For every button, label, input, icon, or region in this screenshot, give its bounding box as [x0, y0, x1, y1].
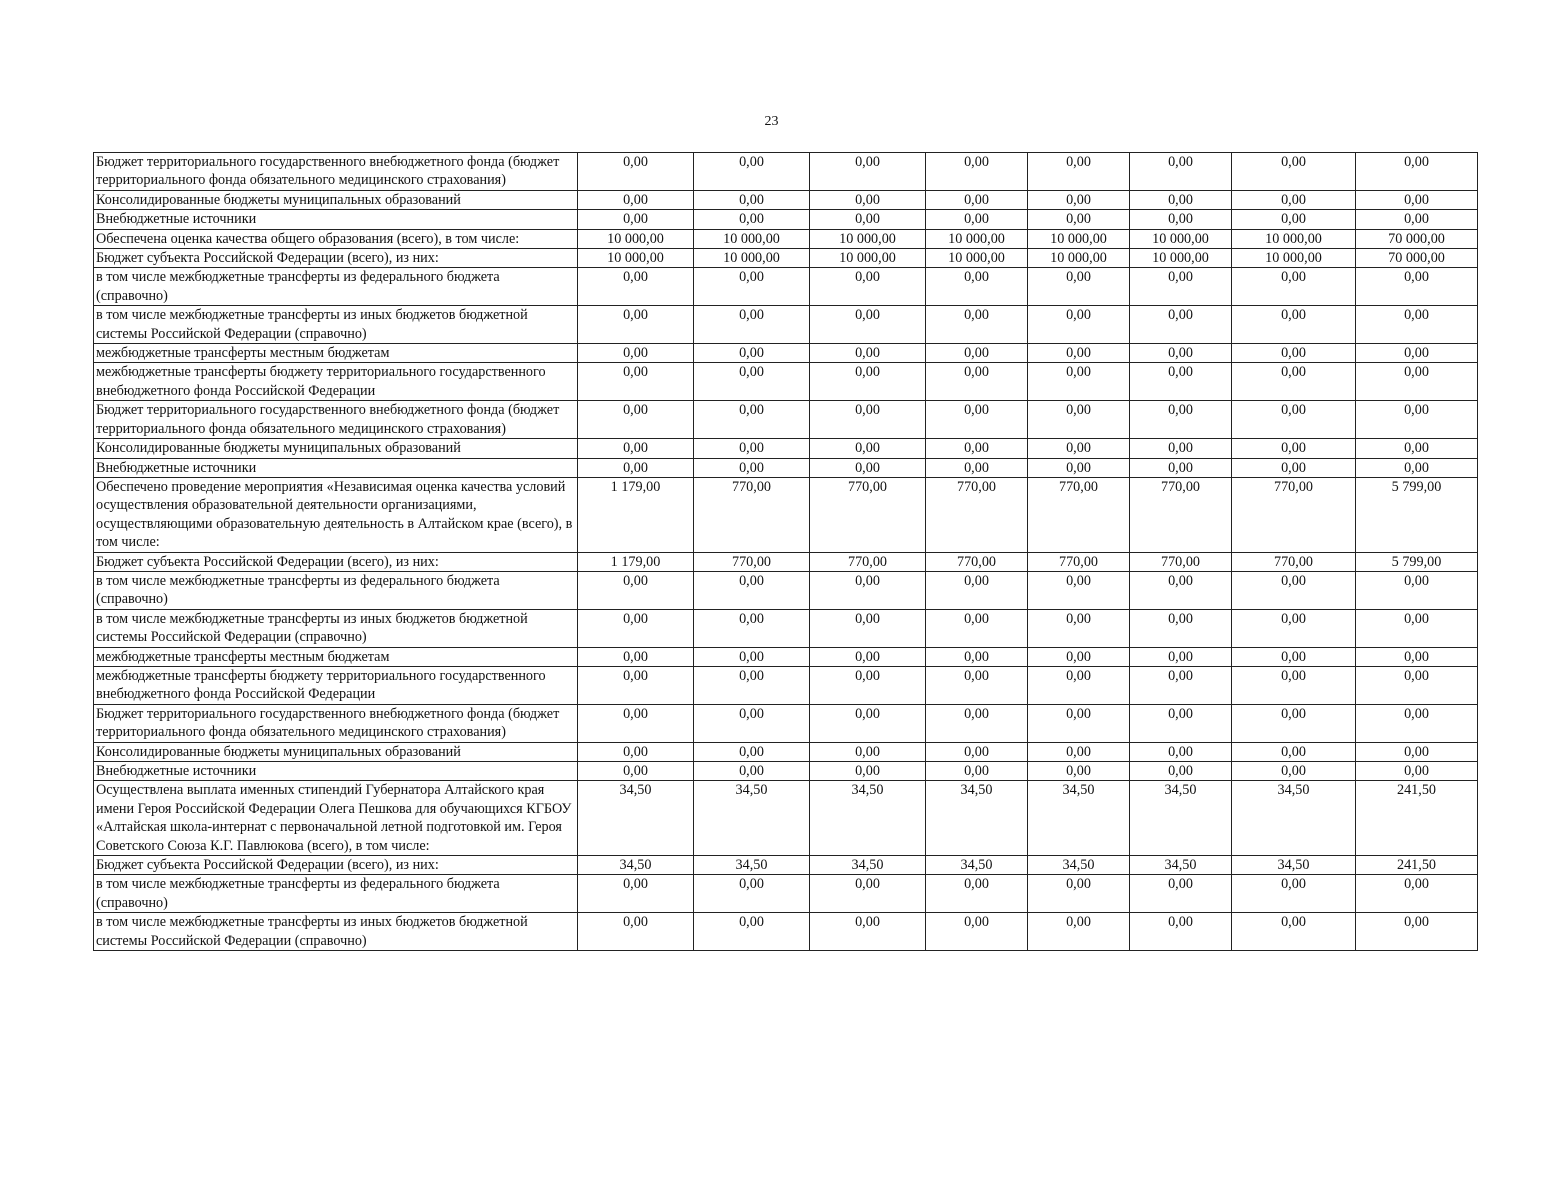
- value-cell: 10 000,00: [926, 249, 1028, 268]
- value-cell: 1 179,00: [578, 477, 694, 552]
- value-cell: 10 000,00: [578, 229, 694, 248]
- value-cell: 0,00: [1232, 210, 1356, 229]
- value-cell: 34,50: [1028, 856, 1130, 875]
- value-cell: 0,00: [1356, 306, 1478, 344]
- value-cell: 0,00: [1028, 704, 1130, 742]
- value-cell: 0,00: [1130, 875, 1232, 913]
- table-row: [94, 439, 1478, 458]
- value-cell: 0,00: [578, 344, 694, 363]
- value-cell: 0,00: [1356, 268, 1478, 306]
- value-cell: 0,00: [810, 875, 926, 913]
- value-cell: 0,00: [578, 401, 694, 439]
- value-cell: 0,00: [1356, 666, 1478, 704]
- row-label: в том числе межбюджетные трансферты из иных бюджетов бюджетной системы Российской Федерации (справочно): [94, 306, 578, 344]
- value-cell: 770,00: [926, 477, 1028, 552]
- value-cell: 0,00: [810, 458, 926, 477]
- value-cell: 0,00: [1028, 190, 1130, 209]
- table-row: [94, 153, 1478, 191]
- value-cell: 0,00: [1130, 458, 1232, 477]
- value-cell: 0,00: [694, 153, 810, 191]
- value-cell: 0,00: [694, 210, 810, 229]
- value-cell: 0,00: [810, 666, 926, 704]
- value-cell: 0,00: [1028, 439, 1130, 458]
- budget-table: [93, 152, 1478, 951]
- value-cell: 0,00: [578, 153, 694, 191]
- value-cell: 0,00: [1232, 439, 1356, 458]
- table-row: [94, 344, 1478, 363]
- value-cell: 0,00: [810, 742, 926, 761]
- value-cell: 770,00: [1028, 552, 1130, 571]
- value-cell: 10 000,00: [1232, 229, 1356, 248]
- table-row: [94, 647, 1478, 666]
- value-cell: 0,00: [694, 647, 810, 666]
- value-cell: 34,50: [810, 781, 926, 856]
- value-cell: 10 000,00: [578, 249, 694, 268]
- row-label: Обеспечена оценка качества общего образования (всего), в том числе:: [94, 229, 578, 248]
- value-cell: 0,00: [810, 609, 926, 647]
- value-cell: 10 000,00: [810, 229, 926, 248]
- table-row: [94, 875, 1478, 913]
- row-label: Бюджет субъекта Российской Федерации (всего), из них:: [94, 856, 578, 875]
- value-cell: 0,00: [1232, 571, 1356, 609]
- table-row: [94, 229, 1478, 248]
- table-row: [94, 306, 1478, 344]
- value-cell: 0,00: [1130, 913, 1232, 951]
- value-cell: 0,00: [926, 210, 1028, 229]
- value-cell: 0,00: [1130, 401, 1232, 439]
- value-cell: 5 799,00: [1356, 477, 1478, 552]
- value-cell: 0,00: [578, 458, 694, 477]
- value-cell: 34,50: [1232, 856, 1356, 875]
- value-cell: 770,00: [1130, 477, 1232, 552]
- value-cell: 0,00: [694, 666, 810, 704]
- value-cell: 770,00: [810, 552, 926, 571]
- value-cell: 0,00: [1232, 762, 1356, 781]
- value-cell: 0,00: [926, 609, 1028, 647]
- table-row: [94, 609, 1478, 647]
- value-cell: 10 000,00: [926, 229, 1028, 248]
- value-cell: 0,00: [694, 609, 810, 647]
- row-label: Обеспечено проведение мероприятия «Независимая оценка качества условий осуществления образовательной деятельности организациями, осуществляющими образовательную деятельность в Алтайском крае (всего), в том числе:: [94, 477, 578, 552]
- table-row: [94, 458, 1478, 477]
- row-label: в том числе межбюджетные трансферты из федерального бюджета (справочно): [94, 571, 578, 609]
- value-cell: 0,00: [926, 439, 1028, 458]
- value-cell: 0,00: [578, 571, 694, 609]
- value-cell: 0,00: [810, 647, 926, 666]
- value-cell: 770,00: [1130, 552, 1232, 571]
- row-label: межбюджетные трансферты бюджету территориального государственного внебюджетного фонда Российской Федерации: [94, 363, 578, 401]
- value-cell: 0,00: [1028, 609, 1130, 647]
- value-cell: 0,00: [694, 571, 810, 609]
- value-cell: 0,00: [578, 704, 694, 742]
- value-cell: 0,00: [694, 190, 810, 209]
- value-cell: 0,00: [1130, 306, 1232, 344]
- value-cell: 0,00: [694, 268, 810, 306]
- value-cell: 0,00: [1232, 742, 1356, 761]
- value-cell: 0,00: [578, 306, 694, 344]
- value-cell: 0,00: [1232, 363, 1356, 401]
- table-row: [94, 190, 1478, 209]
- value-cell: 0,00: [926, 704, 1028, 742]
- value-cell: 0,00: [1232, 153, 1356, 191]
- value-cell: 0,00: [926, 306, 1028, 344]
- value-cell: 0,00: [810, 704, 926, 742]
- value-cell: 0,00: [810, 268, 926, 306]
- value-cell: 0,00: [1028, 344, 1130, 363]
- value-cell: 0,00: [1130, 609, 1232, 647]
- value-cell: 5 799,00: [1356, 552, 1478, 571]
- value-cell: 0,00: [1232, 704, 1356, 742]
- value-cell: 0,00: [694, 704, 810, 742]
- value-cell: 0,00: [578, 762, 694, 781]
- value-cell: 0,00: [578, 875, 694, 913]
- value-cell: 0,00: [1356, 344, 1478, 363]
- value-cell: 0,00: [926, 190, 1028, 209]
- value-cell: 0,00: [694, 913, 810, 951]
- value-cell: 0,00: [1028, 647, 1130, 666]
- value-cell: 0,00: [694, 344, 810, 363]
- table-row: [94, 781, 1478, 856]
- value-cell: 0,00: [1130, 647, 1232, 666]
- value-cell: 0,00: [1130, 190, 1232, 209]
- value-cell: 0,00: [1130, 344, 1232, 363]
- value-cell: 0,00: [1356, 190, 1478, 209]
- value-cell: 0,00: [694, 306, 810, 344]
- value-cell: 0,00: [578, 439, 694, 458]
- value-cell: 34,50: [1028, 781, 1130, 856]
- value-cell: 10 000,00: [1130, 249, 1232, 268]
- row-label: межбюджетные трансферты бюджету территориального государственного внебюджетного фонда Российской Федерации: [94, 666, 578, 704]
- value-cell: 0,00: [926, 762, 1028, 781]
- value-cell: 0,00: [926, 647, 1028, 666]
- value-cell: 0,00: [1130, 363, 1232, 401]
- value-cell: 0,00: [926, 153, 1028, 191]
- value-cell: 70 000,00: [1356, 249, 1478, 268]
- value-cell: 241,50: [1356, 856, 1478, 875]
- value-cell: 0,00: [578, 609, 694, 647]
- value-cell: 34,50: [578, 781, 694, 856]
- value-cell: 0,00: [1028, 210, 1130, 229]
- table-row: [94, 666, 1478, 704]
- row-label: Внебюджетные источники: [94, 210, 578, 229]
- value-cell: 0,00: [1232, 913, 1356, 951]
- table-row: [94, 363, 1478, 401]
- table-row: [94, 742, 1478, 761]
- value-cell: 0,00: [926, 666, 1028, 704]
- value-cell: 0,00: [694, 762, 810, 781]
- value-cell: 34,50: [810, 856, 926, 875]
- value-cell: 0,00: [1356, 913, 1478, 951]
- value-cell: 0,00: [810, 571, 926, 609]
- value-cell: 0,00: [1356, 210, 1478, 229]
- value-cell: 10 000,00: [694, 229, 810, 248]
- table-row: [94, 552, 1478, 571]
- value-cell: 0,00: [926, 458, 1028, 477]
- table-row: [94, 249, 1478, 268]
- value-cell: 770,00: [1232, 477, 1356, 552]
- value-cell: 34,50: [1130, 856, 1232, 875]
- row-label: Консолидированные бюджеты муниципальных образований: [94, 190, 578, 209]
- value-cell: 0,00: [1028, 875, 1130, 913]
- value-cell: 0,00: [1130, 268, 1232, 306]
- value-cell: 0,00: [1232, 875, 1356, 913]
- value-cell: 0,00: [810, 306, 926, 344]
- value-cell: 0,00: [810, 210, 926, 229]
- value-cell: 0,00: [578, 647, 694, 666]
- value-cell: 0,00: [1356, 742, 1478, 761]
- page-number: 23: [764, 114, 779, 129]
- row-label: Бюджет субъекта Российской Федерации (всего), из них:: [94, 552, 578, 571]
- row-label: Бюджет территориального государственного внебюджетного фонда (бюджет территориального фонда обязательного медицинского страхования): [94, 153, 578, 191]
- value-cell: 0,00: [1130, 571, 1232, 609]
- value-cell: 0,00: [578, 913, 694, 951]
- row-label: Бюджет территориального государственного внебюджетного фонда (бюджет территориального фонда обязательного медицинского страхования): [94, 401, 578, 439]
- row-label: в том числе межбюджетные трансферты из федерального бюджета (справочно): [94, 268, 578, 306]
- table-row: [94, 856, 1478, 875]
- value-cell: 0,00: [1356, 401, 1478, 439]
- value-cell: 34,50: [578, 856, 694, 875]
- value-cell: 10 000,00: [810, 249, 926, 268]
- value-cell: 10 000,00: [1028, 249, 1130, 268]
- row-label: в том числе межбюджетные трансферты из иных бюджетов бюджетной системы Российской Федерации (справочно): [94, 609, 578, 647]
- table-row: [94, 571, 1478, 609]
- value-cell: 0,00: [810, 153, 926, 191]
- value-cell: 0,00: [810, 439, 926, 458]
- value-cell: 0,00: [1232, 666, 1356, 704]
- value-cell: 0,00: [1232, 344, 1356, 363]
- row-label: Консолидированные бюджеты муниципальных образований: [94, 742, 578, 761]
- value-cell: 0,00: [578, 742, 694, 761]
- value-cell: 0,00: [810, 401, 926, 439]
- value-cell: 0,00: [810, 762, 926, 781]
- row-label: межбюджетные трансферты местным бюджетам: [94, 647, 578, 666]
- value-cell: 0,00: [810, 190, 926, 209]
- value-cell: 0,00: [1130, 210, 1232, 229]
- value-cell: 0,00: [1028, 913, 1130, 951]
- table-row: [94, 913, 1478, 951]
- value-cell: 0,00: [810, 344, 926, 363]
- value-cell: 0,00: [926, 268, 1028, 306]
- value-cell: 0,00: [1356, 704, 1478, 742]
- value-cell: 34,50: [1130, 781, 1232, 856]
- value-cell: 0,00: [1356, 439, 1478, 458]
- row-label: межбюджетные трансферты местным бюджетам: [94, 344, 578, 363]
- value-cell: 0,00: [694, 458, 810, 477]
- value-cell: 70 000,00: [1356, 229, 1478, 248]
- value-cell: 0,00: [1028, 571, 1130, 609]
- value-cell: 0,00: [578, 268, 694, 306]
- value-cell: 0,00: [1028, 306, 1130, 344]
- value-cell: 0,00: [578, 363, 694, 401]
- row-label: Консолидированные бюджеты муниципальных образований: [94, 439, 578, 458]
- value-cell: 0,00: [1028, 363, 1130, 401]
- value-cell: 0,00: [1028, 666, 1130, 704]
- row-label: Бюджет субъекта Российской Федерации (всего), из них:: [94, 249, 578, 268]
- value-cell: 0,00: [1232, 401, 1356, 439]
- value-cell: 0,00: [1028, 762, 1130, 781]
- value-cell: 10 000,00: [694, 249, 810, 268]
- value-cell: 0,00: [1232, 458, 1356, 477]
- table-row: [94, 762, 1478, 781]
- row-label: в том числе межбюджетные трансферты из иных бюджетов бюджетной системы Российской Федерации (справочно): [94, 913, 578, 951]
- value-cell: 0,00: [1028, 153, 1130, 191]
- value-cell: 0,00: [1232, 190, 1356, 209]
- table-body: [94, 153, 1478, 951]
- value-cell: 0,00: [1232, 609, 1356, 647]
- value-cell: 770,00: [1028, 477, 1130, 552]
- value-cell: 0,00: [926, 742, 1028, 761]
- table-row: [94, 268, 1478, 306]
- table-row: [94, 704, 1478, 742]
- value-cell: 0,00: [694, 875, 810, 913]
- value-cell: 10 000,00: [1232, 249, 1356, 268]
- value-cell: 770,00: [810, 477, 926, 552]
- row-label: Внебюджетные источники: [94, 762, 578, 781]
- value-cell: 1 179,00: [578, 552, 694, 571]
- value-cell: 770,00: [926, 552, 1028, 571]
- value-cell: 241,50: [1356, 781, 1478, 856]
- table-row: [94, 401, 1478, 439]
- value-cell: 0,00: [810, 913, 926, 951]
- row-label: Осуществлена выплата именных стипендий Губернатора Алтайского края имени Героя Российской Федерации Олега Пешкова для обучающихся КГБОУ «Алтайская школа-интернат с первоначальной летной подготовкой им. Героя Советского Союза К.Г. Павлюкова (всего), в том числе:: [94, 781, 578, 856]
- value-cell: 770,00: [694, 552, 810, 571]
- value-cell: 0,00: [1028, 742, 1130, 761]
- value-cell: 770,00: [694, 477, 810, 552]
- value-cell: 34,50: [926, 781, 1028, 856]
- value-cell: 10 000,00: [1028, 229, 1130, 248]
- value-cell: 0,00: [1356, 153, 1478, 191]
- value-cell: 0,00: [926, 344, 1028, 363]
- value-cell: 0,00: [926, 401, 1028, 439]
- value-cell: 0,00: [694, 401, 810, 439]
- row-label: в том числе межбюджетные трансферты из федерального бюджета (справочно): [94, 875, 578, 913]
- value-cell: 10 000,00: [1130, 229, 1232, 248]
- value-cell: 0,00: [1356, 363, 1478, 401]
- value-cell: 0,00: [1232, 306, 1356, 344]
- value-cell: 0,00: [694, 363, 810, 401]
- value-cell: 0,00: [1356, 762, 1478, 781]
- value-cell: 0,00: [926, 571, 1028, 609]
- value-cell: 0,00: [1356, 609, 1478, 647]
- value-cell: 0,00: [926, 363, 1028, 401]
- value-cell: 0,00: [1356, 458, 1478, 477]
- value-cell: 0,00: [578, 666, 694, 704]
- value-cell: 0,00: [1232, 268, 1356, 306]
- row-label: Внебюджетные источники: [94, 458, 578, 477]
- value-cell: 0,00: [1130, 742, 1232, 761]
- value-cell: 0,00: [1028, 401, 1130, 439]
- value-cell: 0,00: [1028, 458, 1130, 477]
- value-cell: 0,00: [1356, 647, 1478, 666]
- value-cell: 0,00: [1232, 647, 1356, 666]
- value-cell: 0,00: [1130, 439, 1232, 458]
- value-cell: 770,00: [1232, 552, 1356, 571]
- value-cell: 0,00: [1356, 571, 1478, 609]
- value-cell: 34,50: [694, 856, 810, 875]
- value-cell: 0,00: [578, 190, 694, 209]
- value-cell: 0,00: [694, 742, 810, 761]
- value-cell: 0,00: [1028, 268, 1130, 306]
- value-cell: 0,00: [1130, 704, 1232, 742]
- value-cell: 0,00: [810, 363, 926, 401]
- value-cell: 34,50: [926, 856, 1028, 875]
- row-label: Бюджет территориального государственного внебюджетного фонда (бюджет территориального фонда обязательного медицинского страхования): [94, 704, 578, 742]
- table-row: [94, 477, 1478, 552]
- table-row: [94, 210, 1478, 229]
- value-cell: 0,00: [578, 210, 694, 229]
- value-cell: 0,00: [694, 439, 810, 458]
- value-cell: 0,00: [926, 913, 1028, 951]
- value-cell: 0,00: [1130, 762, 1232, 781]
- value-cell: 0,00: [1356, 875, 1478, 913]
- value-cell: 34,50: [1232, 781, 1356, 856]
- value-cell: 34,50: [694, 781, 810, 856]
- value-cell: 0,00: [1130, 666, 1232, 704]
- value-cell: 0,00: [926, 875, 1028, 913]
- value-cell: 0,00: [1130, 153, 1232, 191]
